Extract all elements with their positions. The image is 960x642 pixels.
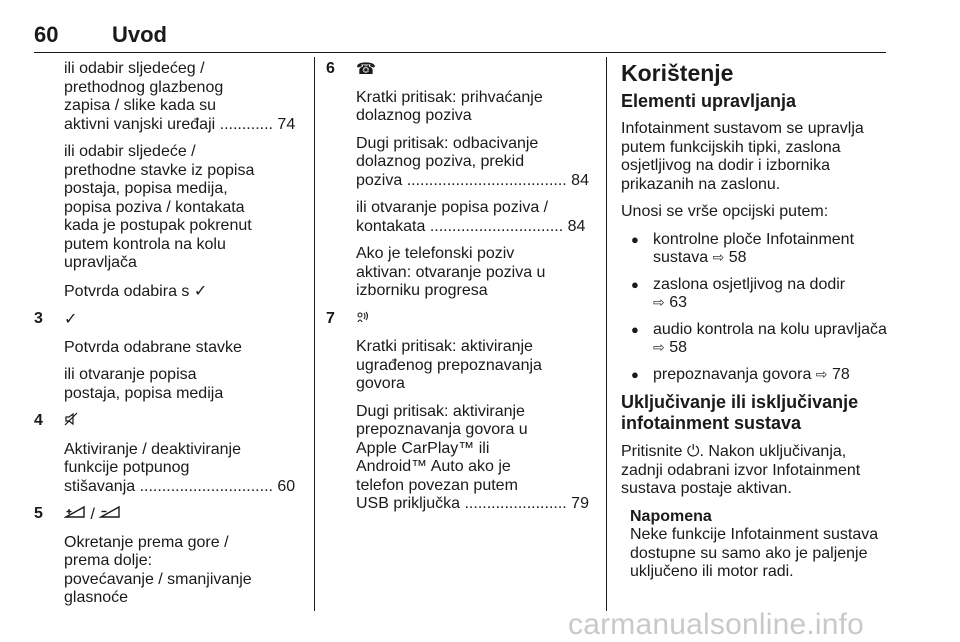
bullet-text: kontrolne ploče Infotainment sustava [653, 230, 855, 266]
item-number: 3 [34, 310, 43, 327]
column-divider [314, 57, 315, 611]
paragraph [621, 442, 891, 499]
paragraph: Kratki pritisak: aktiviranje ugrađenog prepoznavanja govora [356, 338, 542, 392]
paragraph: Kratki pritisak: prihvaćanje dolaznog poziva [356, 88, 543, 124]
page-title: Uvod [112, 22, 167, 47]
paragraph-text: Pritisnite [621, 443, 683, 460]
column-divider [606, 57, 607, 611]
page-reference[interactable]: 63 [669, 294, 687, 311]
page-header [34, 22, 886, 53]
list-item [34, 505, 308, 608]
bullet-list [621, 231, 891, 385]
power-icon: ⏻ [686, 441, 700, 460]
list-item [34, 412, 308, 496]
item-icon-line [64, 505, 308, 525]
note-text: Neke funkcije Infotainment sustava dostupne su samo ako je paljenje uključeno ili motor radi. [630, 526, 879, 580]
paragraph: Ako je telefonski poziv aktivan: otvaranje poziva u izborniku progresa [356, 245, 546, 299]
voice-recognition-icon [356, 310, 370, 324]
list-item [326, 60, 600, 301]
paragraph: Infotainment sustavom se upravlja putem funkcijskih tipki, zaslona osjetljivog na dodir i izbornika prikazanih na zaslonu. [621, 120, 864, 193]
paragraph: ili otvaranje popisa poziva / kontakata .............................. 84 [356, 199, 586, 235]
page-reference-arrow-icon: ⇨ [712, 250, 725, 266]
paragraph: Okretanje prema gore / prema dolje: povećavanje / smanjivanje glasnoće [64, 533, 252, 606]
page-number: 60 [34, 22, 59, 47]
bullet-text: zaslona osjetljivog na dodir [653, 275, 846, 293]
item-icon-line [64, 310, 308, 330]
paragraph: Aktiviranje / deaktiviranje funkcije potpunog stišavanja .............................. 60 [64, 440, 296, 495]
bullet-item [621, 276, 891, 313]
subsection-heading: Uključivanje ili isključivanje infotainment sustava [621, 392, 859, 433]
note-box [621, 508, 891, 582]
item-number: 4 [34, 412, 43, 429]
page-reference[interactable]: 58 [669, 339, 687, 356]
item-number: 5 [34, 505, 43, 522]
bullet-item [621, 366, 891, 385]
page-reference-arrow-icon: ⇨ [653, 295, 665, 311]
paragraph: ili otvaranje popisa postaja, popisa medija [64, 366, 224, 402]
column-3 [621, 60, 891, 582]
volume-down-icon [99, 505, 121, 519]
paragraph: ili odabir sljedećeg / prethodnog glazbenog zapisa / slike kada su aktivni vanjski uređaji ............ 74 [64, 60, 296, 133]
paragraph [64, 282, 308, 302]
column-2 [326, 60, 600, 523]
separator: / [90, 506, 95, 523]
paragraph-text: . Nakon uključivanja, zadnji odabrani izvor Infotainment sustava postaje aktivan. [621, 443, 861, 497]
checkmark-icon: ✓ [193, 280, 208, 300]
paragraph: Dugi pritisak: aktiviranje prepoznavanja govora u Apple CarPlay™ ili Android™ Auto ako je telefon povezan putem USB priključka ....................... 79 [356, 402, 589, 512]
bullet-item [621, 231, 891, 268]
item-number: 7 [326, 309, 335, 327]
bullet-text: audio kontrola na kolu upravljača [653, 320, 887, 338]
bullet-item [621, 321, 891, 358]
note-title: Napomena [630, 507, 712, 525]
list-item [34, 310, 308, 403]
subsection-heading: Elementi upravljanja [621, 91, 797, 111]
section-heading: Korištenje [621, 60, 734, 86]
watermark: carmanualsonline.info [568, 608, 865, 641]
item-number: 6 [326, 60, 335, 77]
paragraph: Dugi pritisak: odbacivanje dolaznog poziva, prekid poziva .................................... 84 [356, 134, 589, 189]
paragraph-text: Potvrda odabira s [64, 282, 190, 300]
phone-icon: ☎ [356, 59, 376, 78]
checkmark-icon: ✓ [64, 309, 78, 328]
list-item [326, 310, 600, 514]
paragraph: Unosi se vrše opcijski putem: [621, 203, 829, 220]
volume-up-icon [64, 505, 86, 519]
page-reference[interactable]: 58 [728, 249, 747, 266]
column-1 [34, 60, 308, 617]
paragraph: ili odabir sljedeće / prethodne stavke iz popisa postaja, popisa medija, popisa poziva / kontakata kada je postupak pokrenut putem kontrola na kolu upravljača [64, 143, 255, 271]
page-reference-arrow-icon: ⇨ [815, 366, 828, 383]
mute-icon [64, 412, 78, 426]
page-reference[interactable]: 78 [831, 365, 850, 383]
paragraph: Potvrda odabrane stavke [64, 338, 242, 356]
bullet-text: prepoznavanja govora [653, 365, 812, 383]
page-reference-arrow-icon: ⇨ [653, 340, 665, 356]
item-icon-line [356, 60, 600, 80]
item-icon-line [64, 412, 308, 432]
item-icon-line [356, 310, 600, 330]
